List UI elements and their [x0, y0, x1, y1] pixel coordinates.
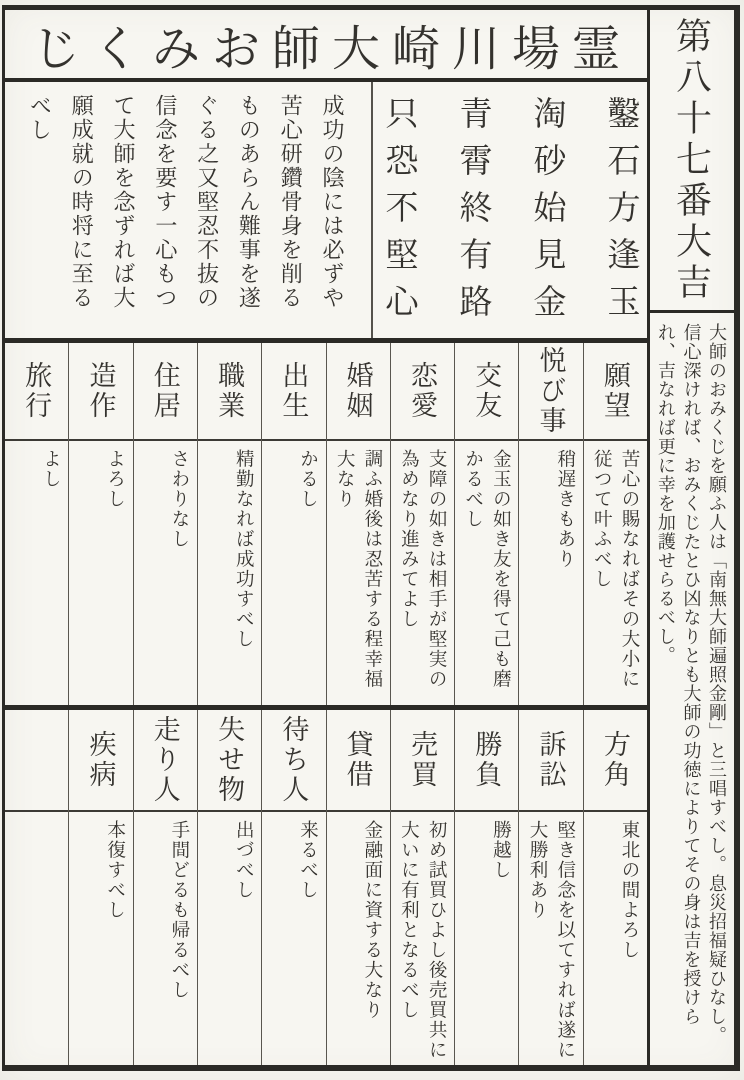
category-value: 支障の如きは相手が堅実の為めなり進みてよし: [398, 449, 447, 689]
fortune-column-taishaku: [326, 710, 390, 1065]
category-label: 待ち人: [278, 715, 309, 805]
fortune-column-machibito: [261, 710, 325, 1065]
category-label: 勝負: [471, 730, 502, 790]
fortune-column-kouyuu: [454, 343, 518, 705]
category-value: かるし: [297, 449, 318, 509]
fortune-table-bottom: [5, 710, 647, 1065]
fortune-column-hougaku: [583, 710, 647, 1065]
poem-line-4: 只恐不堅心: [380, 96, 417, 331]
category-value: 稍遅きもあり: [554, 449, 575, 569]
fortune-column-konin: [326, 343, 390, 705]
category-label: 恋愛: [406, 361, 437, 421]
poem-explanation-block: [5, 82, 371, 338]
title-band: [5, 10, 647, 82]
blessing-note: 大師のおみくじを願ふ人は「南無大師遍照金剛」と三唱すべし。息災招福疑ひなし。信心深ければ、おみくじたとひ凶なりとも大師の功徳によりてその身は吉を授けられ、吉なれば更に幸を加護せらるべし。: [655, 323, 727, 1045]
fortune-column-baibai: [390, 710, 454, 1065]
category-value: 出づべし: [233, 820, 254, 900]
category-label: 出生: [278, 361, 309, 421]
fortune-column-shokugyou: [197, 343, 261, 705]
fortune-column-ryokou: [5, 343, 68, 705]
fortune-column-shippei: [68, 710, 132, 1065]
category-label: 売買: [406, 730, 437, 790]
fortune-column-yorokobigoto: [518, 343, 582, 705]
category-value: 来るべし: [297, 820, 318, 900]
poem-block: [371, 82, 647, 338]
outer-frame: [2, 5, 740, 1071]
category-label: 婚姻: [342, 361, 373, 421]
category-label: 職業: [214, 361, 245, 421]
category-value: 金玉の如き友を得て己も磨かるべし: [462, 449, 511, 689]
category-value: 精勤なれば成功すべし: [233, 449, 254, 649]
fortune-column-zousaku: [68, 343, 132, 705]
category-label: 疾病: [85, 730, 116, 790]
category-label: 悦び事: [535, 346, 566, 436]
category-label: 失せ物: [214, 715, 245, 805]
category-label: 旅行: [21, 361, 52, 421]
poem-explanation: 成功の陰には必ずや苦心研鑽骨身を削るものあらん難事を遂ぐる之又堅忍不抜の信念を要す一心もつて大師を念ずれば大願成就の時将に至るべし: [27, 94, 345, 310]
fortune-column-shoubu: [454, 710, 518, 1065]
category-label: 走り人: [149, 715, 180, 805]
category-value: 勝越し: [490, 820, 511, 880]
fortune-column-shussei: [261, 343, 325, 705]
category-value: さわりなし: [168, 449, 189, 549]
category-label: 住居: [149, 361, 180, 421]
poem-section: [5, 82, 647, 343]
poem-line-3: 青霄終有路: [454, 96, 491, 331]
fortune-column-soshou: [518, 710, 582, 1065]
fortune-column-juukyo: [133, 343, 197, 705]
category-value: 手間どるも帰るべし: [168, 820, 189, 1000]
category-value: 東北の間よろし: [619, 820, 639, 960]
main-panel: [5, 10, 650, 1065]
category-value: 初め試買ひよし後売買共に大いに有利となるべし: [398, 820, 447, 1060]
sidebar: [650, 10, 734, 1065]
category-value: よろし: [104, 449, 125, 509]
poem-line-2: 淘砂始見金: [528, 96, 565, 331]
category-value: 調ふ婚後は忍苦する程幸福大なり: [334, 449, 382, 689]
category-label: 交友: [471, 361, 502, 421]
category-label: 造作: [85, 361, 116, 421]
fortune-number: 第八十七番大吉: [671, 16, 712, 304]
category-label: 願望: [599, 361, 630, 421]
fortune-column-hashiribito: [133, 710, 197, 1065]
category-value: 堅き信念を以てすれば遂に大勝利あり: [526, 820, 575, 1060]
fortune-column-renai: [390, 343, 454, 705]
fortune-column-ganbou: [583, 343, 647, 705]
category-value: [5, 812, 68, 1065]
category-label: 方角: [599, 730, 630, 790]
fortune-column-empty: [5, 710, 68, 1065]
poem-line-1: 鑿石方逢玉: [602, 96, 639, 331]
fortune-column-usemono: [197, 710, 261, 1065]
category-value: 本復すべし: [104, 820, 125, 920]
category-value: よし: [40, 449, 61, 489]
page-title: じくみお師大崎川場霊: [31, 22, 632, 76]
fortune-table-top: [5, 343, 647, 710]
fortune-number-box: [650, 10, 734, 313]
category-value: 金融面に資する大なり: [361, 820, 382, 1020]
category-label: 貸借: [342, 730, 373, 790]
category-value: 苦心の賜なればその大小に従つて叶ふべし: [591, 449, 639, 689]
category-label: 訴訟: [535, 730, 566, 790]
